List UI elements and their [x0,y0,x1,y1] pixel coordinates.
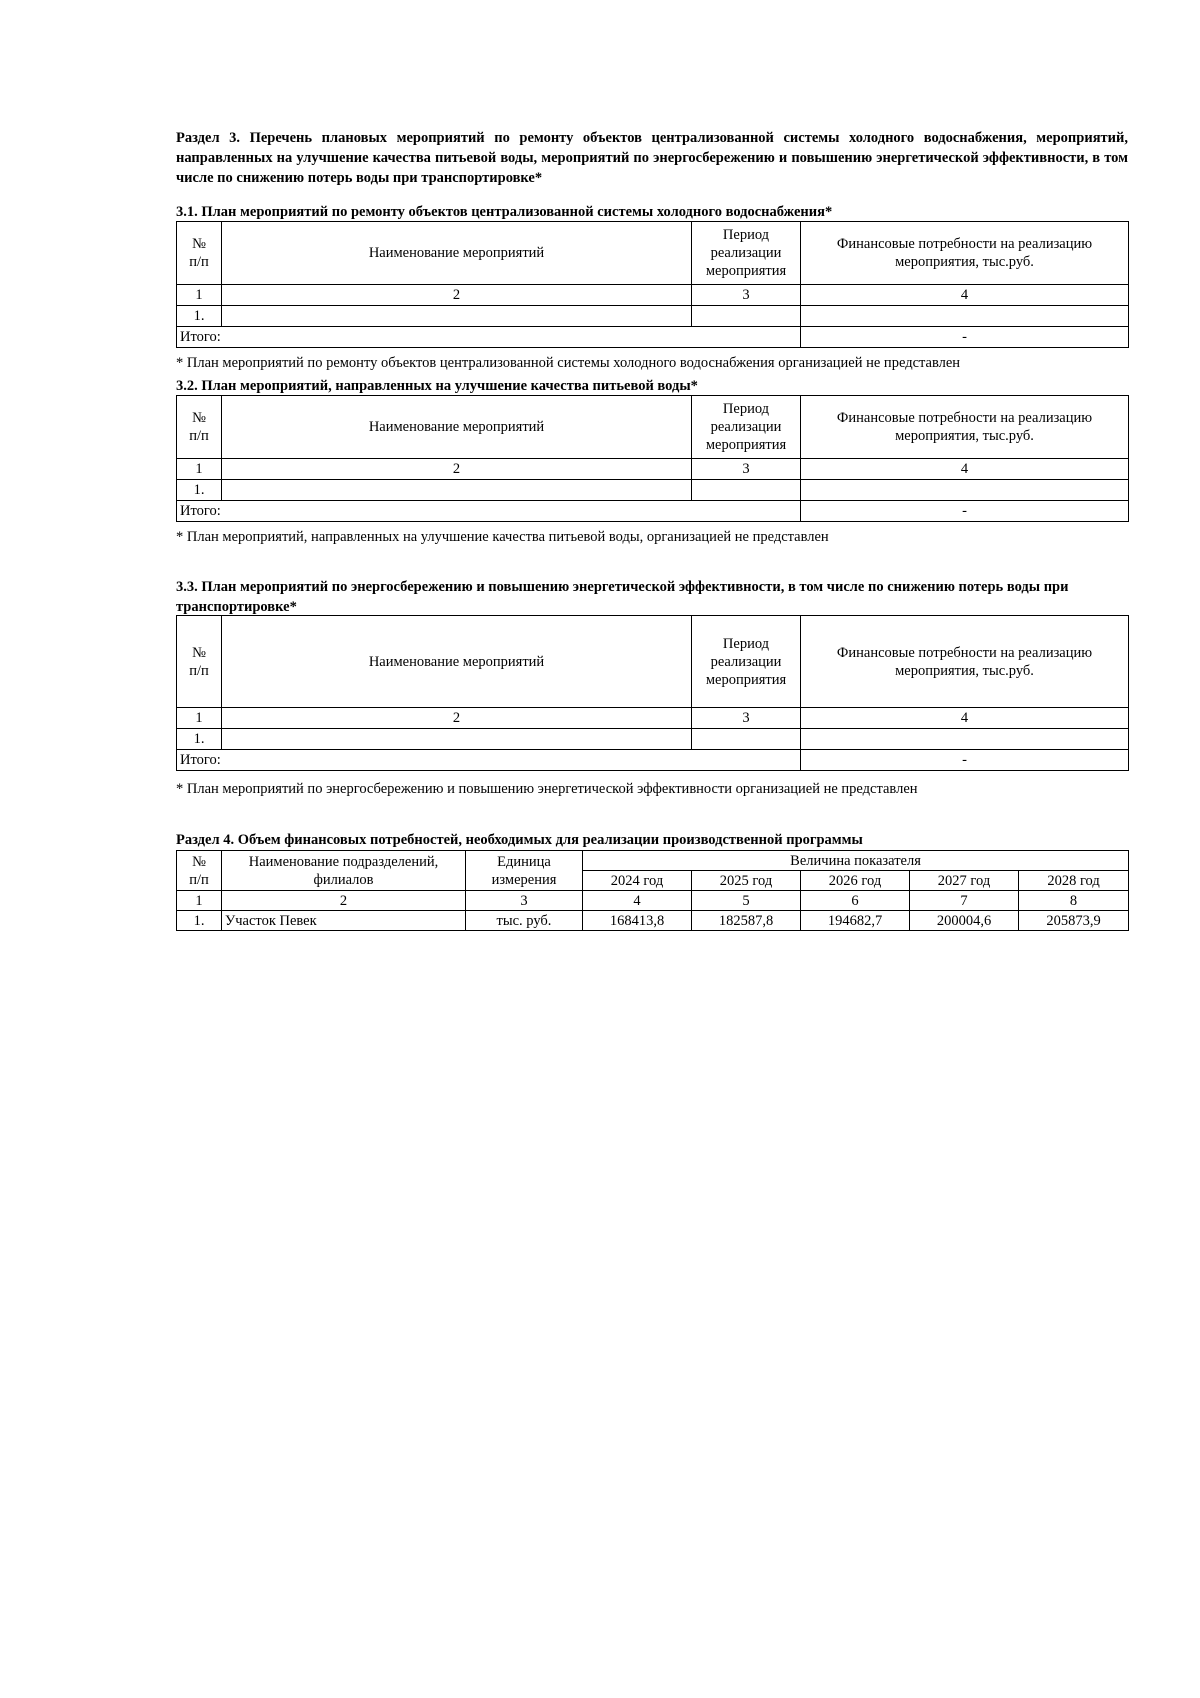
note-3-2: * План мероприятий, направленных на улучшение качества питьевой воды, организацией не представлен [176,529,829,545]
value-cell: 194682,7 [801,911,910,931]
total-value: - [801,501,1129,522]
col-num-cell: 4 [801,459,1129,480]
total-label: Итого: [177,750,801,771]
unit-cell: тыс. руб. [466,911,583,931]
table-row [177,306,1129,327]
empty-cell [222,729,692,750]
total-label: Итого: [177,501,801,522]
col-num-cell: 1 [177,891,222,911]
plan-table-3-2 [176,395,1129,522]
col-header-division: Наименование подразделений, филиалов [222,851,466,891]
finance-needs-table [176,850,1129,931]
col-header-year: 2025 год [692,871,801,891]
table-header-row [177,396,1129,459]
col-header-num: № п/п [177,851,222,891]
col-header-period: Период реализации мероприятия [692,396,801,459]
row-num-cell: 1. [177,480,222,501]
empty-cell [801,306,1129,327]
table-row [177,480,1129,501]
col-header-year: 2028 год [1019,871,1129,891]
table-header-row [177,851,1129,871]
empty-cell [692,480,801,501]
col-num-cell: 2 [222,459,692,480]
subsection-3-1-title: 3.1. План мероприятий по ремонту объектов централизованной системы холодного водоснабжения* [176,204,833,220]
col-header-unit: Единица измерения [466,851,583,891]
col-num-cell: 6 [801,891,910,911]
row-num-cell: 1. [177,911,222,931]
col-header-value-group: Величина показателя [583,851,1129,871]
col-header-num: № п/п [177,396,222,459]
col-header-period: Период реализации мероприятия [692,616,801,708]
col-header-period: Период реализации мероприятия [692,222,801,285]
col-num-cell: 2 [222,708,692,729]
column-number-row [177,891,1129,911]
col-header-name: Наименование мероприятий [222,222,692,285]
col-header-name: Наименование мероприятий [222,616,692,708]
empty-cell [222,480,692,501]
total-value: - [801,327,1129,348]
value-cell: 200004,6 [910,911,1019,931]
total-row [177,750,1129,771]
row-num-cell: 1. [177,729,222,750]
col-num-cell: 5 [692,891,801,911]
table-row [177,729,1129,750]
table-header-row [177,222,1129,285]
col-header-name: Наименование мероприятий [222,396,692,459]
division-name-cell: Участок Певек [222,911,466,931]
note-3-1: * План мероприятий по ремонту объектов централизованной системы холодного водоснабжения организацией не представлен [176,355,961,371]
note-3-3: * План мероприятий по энергосбережению и повышению энергетической эффективности организацией не представлен [176,781,918,797]
col-num-cell: 3 [692,459,801,480]
empty-cell [222,306,692,327]
col-header-year: 2024 год [583,871,692,891]
total-value: - [801,750,1129,771]
subsection-3-2-title: 3.2. План мероприятий, направленных на улучшение качества питьевой воды* [176,378,698,394]
col-num-cell: 1 [177,459,222,480]
plan-table-3-3 [176,615,1129,771]
table-row [177,911,1129,931]
col-num-cell: 1 [177,708,222,729]
value-cell: 168413,8 [583,911,692,931]
column-number-row [177,459,1129,480]
section-3-title: Раздел 3. Перечень плановых мероприятий по ремонту объектов централизованной системы холодного водоснабжения, мероприятий, направленных на улучшение качества питьевой воды, мероприятий по энергосбережению и повышению энергетической эффективности, в том числе по снижению потерь воды при транспортировке* [176,130,1128,186]
empty-cell [801,729,1129,750]
value-cell: 182587,8 [692,911,801,931]
total-row [177,327,1129,348]
col-header-finance: Финансовые потребности на реализацию мероприятия, тыс.руб. [801,222,1129,285]
empty-cell [692,729,801,750]
col-num-cell: 4 [801,708,1129,729]
col-num-cell: 3 [692,285,801,306]
value-cell: 205873,9 [1019,911,1129,931]
col-header-finance: Финансовые потребности на реализацию мероприятия, тыс.руб. [801,396,1129,459]
section-4-title: Раздел 4. Объем финансовых потребностей, необходимых для реализации производственной программы [176,832,863,848]
plan-table-3-1 [176,221,1129,348]
col-num-cell: 2 [222,891,466,911]
col-header-num: № п/п [177,222,222,285]
col-header-finance: Финансовые потребности на реализацию мероприятия, тыс.руб. [801,616,1129,708]
column-number-row [177,285,1129,306]
col-num-cell: 1 [177,285,222,306]
subsection-3-3-title: 3.3. План мероприятий по энергосбережению и повышению энергетической эффективности, в том числе по снижению потерь воды при транспортировке* [176,579,1069,615]
col-header-num: № п/п [177,616,222,708]
row-num-cell: 1. [177,306,222,327]
col-num-cell: 3 [692,708,801,729]
table-header-row [177,616,1129,708]
total-row [177,501,1129,522]
col-header-year: 2026 год [801,871,910,891]
col-num-cell: 2 [222,285,692,306]
total-label: Итого: [177,327,801,348]
col-header-year: 2027 год [910,871,1019,891]
empty-cell [692,306,801,327]
empty-cell [801,480,1129,501]
column-number-row [177,708,1129,729]
col-num-cell: 4 [583,891,692,911]
col-num-cell: 8 [1019,891,1129,911]
col-num-cell: 7 [910,891,1019,911]
col-num-cell: 3 [466,891,583,911]
col-num-cell: 4 [801,285,1129,306]
